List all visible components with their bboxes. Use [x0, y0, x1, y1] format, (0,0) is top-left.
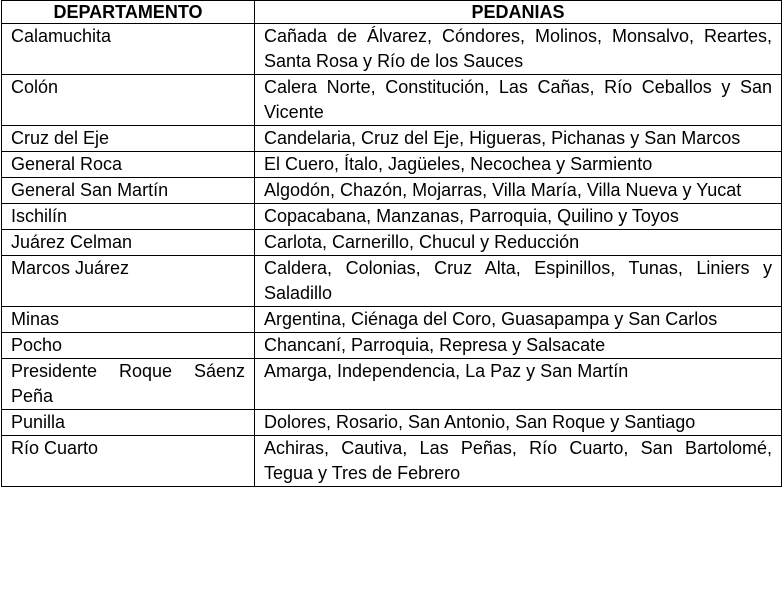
departamento-cell: Marcos Juárez: [2, 256, 255, 307]
departamento-cell: Pocho: [2, 333, 255, 359]
table-row: [2, 410, 782, 436]
table-row: [2, 359, 782, 410]
departamento-cell: Minas: [2, 307, 255, 333]
table-row: [2, 256, 782, 307]
departamento-cell: Ischilín: [2, 204, 255, 230]
table-header-row: [2, 1, 782, 24]
pedanias-cell: Achiras, Cautiva, Las Peñas, Río Cuarto, San Bartolomé, Tegua y Tres de Febrero: [255, 436, 782, 487]
departamento-cell: General San Martín: [2, 178, 255, 204]
departamento-cell: Juárez Celman: [2, 230, 255, 256]
departamento-cell: Río Cuarto: [2, 436, 255, 487]
table-row: [2, 230, 782, 256]
pedanias-cell: Calera Norte, Constitución, Las Cañas, Río Ceballos y San Vicente: [255, 75, 782, 126]
pedanias-cell: El Cuero, Ítalo, Jagüeles, Necochea y Sarmiento: [255, 152, 782, 178]
pedanias-cell: Cañada de Álvarez, Cóndores, Molinos, Monsalvo, Reartes, Santa Rosa y Río de los Sauces: [255, 24, 782, 75]
departamento-cell: General Roca: [2, 152, 255, 178]
pedanias-cell: Copacabana, Manzanas, Parroquia, Quilino y Toyos: [255, 204, 782, 230]
pedanias-cell: Dolores, Rosario, San Antonio, San Roque y Santiago: [255, 410, 782, 436]
departamento-cell: Colón: [2, 75, 255, 126]
departamento-cell: Punilla: [2, 410, 255, 436]
pedanias-cell: Carlota, Carnerillo, Chucul y Reducción: [255, 230, 782, 256]
table-row: [2, 204, 782, 230]
pedanias-cell: Argentina, Ciénaga del Coro, Guasapampa y San Carlos: [255, 307, 782, 333]
pedanias-cell: Algodón, Chazón, Mojarras, Villa María, Villa Nueva y Yucat: [255, 178, 782, 204]
table-row: [2, 126, 782, 152]
table-row: [2, 75, 782, 126]
pedanias-cell: Chancaní, Parroquia, Represa y Salsacate: [255, 333, 782, 359]
table-row: [2, 24, 782, 75]
table-row: [2, 152, 782, 178]
table-row: [2, 436, 782, 487]
departamento-cell: Calamuchita: [2, 24, 255, 75]
pedanias-table: [1, 0, 782, 487]
pedanias-cell: Amarga, Independencia, La Paz y San Martín: [255, 359, 782, 410]
table-row: [2, 178, 782, 204]
departamento-cell: Presidente Roque Sáenz Peña: [2, 359, 255, 410]
pedanias-cell: Candelaria, Cruz del Eje, Higueras, Pichanas y San Marcos: [255, 126, 782, 152]
header-departamento: DEPARTAMENTO: [2, 1, 255, 24]
table-row: [2, 307, 782, 333]
table-row: [2, 333, 782, 359]
header-pedanias: PEDANIAS: [255, 1, 782, 24]
departamento-cell: Cruz del Eje: [2, 126, 255, 152]
pedanias-cell: Caldera, Colonias, Cruz Alta, Espinillos, Tunas, Liniers y Saladillo: [255, 256, 782, 307]
